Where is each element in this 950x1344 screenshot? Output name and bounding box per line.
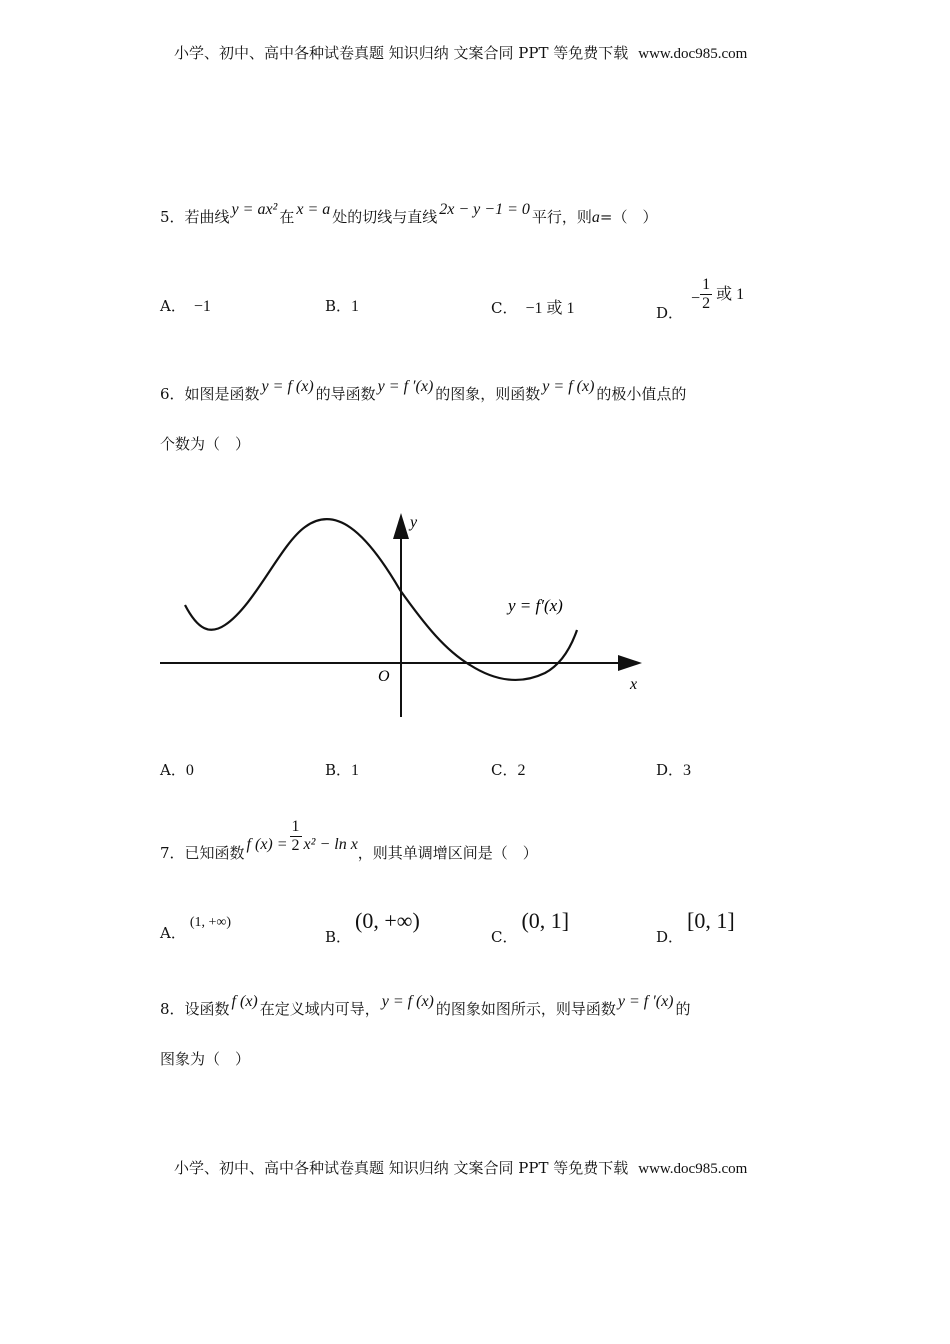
q8-mid1: 在定义域内可导， (259, 1000, 380, 1018)
q8-prefix: 8．设函数 (160, 1000, 230, 1018)
option-fraction: $\frac{1}{2}$ (702, 276, 711, 312)
q5-option-a[interactable] (160, 295, 211, 316)
q5-mid1: 在 (279, 208, 295, 226)
footer-text: 小学、初中、高中各种试卷真题 知识归纳 文案合同 PPT 等免费下载 (174, 1159, 629, 1177)
curve-label: y = f′(x) (508, 596, 563, 615)
question-6 (160, 378, 687, 404)
q5-end: =（ ） (599, 208, 658, 226)
q6-option-d[interactable] (656, 759, 691, 780)
q7-fraction: $\frac{1}{2}$ (291, 818, 300, 854)
option-label: C． (491, 928, 518, 946)
option-tail: 或 1 (716, 285, 745, 303)
y-axis-label: y (410, 514, 418, 531)
option-value: 1 (351, 298, 360, 315)
option-label: B． (325, 761, 352, 779)
q6-prefix: 6．如图是函数 (160, 385, 260, 403)
q7-suffix: ，则其单调增区间是（ ） (357, 843, 538, 862)
q8-mid2: 的图象如图所示，则导函数 (435, 1000, 616, 1018)
option-sign: − (691, 289, 701, 307)
q8-expr3: y = f ′(x) (617, 993, 674, 1010)
option-label: A． (160, 924, 186, 942)
option-value: −1 (193, 298, 211, 315)
page-header (174, 42, 747, 63)
option-label: A． (160, 761, 186, 779)
q8-expr1: f (x) (231, 993, 258, 1010)
q7-option-c[interactable] (491, 908, 570, 946)
page-footer (174, 1157, 747, 1178)
derivative-graph (150, 505, 650, 725)
option-value: (0, +∞) (355, 908, 420, 933)
q5-line-expr: 2x − y −1 = 0 (439, 201, 530, 218)
question-7 (160, 818, 538, 862)
x-axis-label: x (630, 676, 638, 693)
option-label: D． (656, 928, 684, 946)
q5-option-b[interactable] (325, 295, 359, 316)
option-value: 2 (517, 762, 526, 779)
option-value: [0, 1] (687, 908, 735, 933)
q6-expr2: y = f ′(x) (377, 378, 434, 395)
question-5 (160, 201, 658, 227)
header-url[interactable]: www.doc985.com (638, 46, 748, 62)
q5-mid2: 处的切线与直线 (332, 208, 438, 226)
q8-line2: 图象为（ ） (160, 1050, 251, 1068)
q6-option-c[interactable] (491, 759, 525, 780)
footer-url[interactable]: www.doc985.com (638, 1161, 748, 1177)
option-label: D． (656, 761, 684, 779)
q6-suffix: 的极小值点的 (596, 385, 687, 403)
q5-point-expr: x = a (296, 201, 331, 218)
q6-mid1: 的导函数 (315, 385, 376, 403)
q6-option-b[interactable] (325, 759, 359, 780)
q7-prefix: 7．已知函数 (160, 843, 245, 862)
option-value: (1, +∞) (189, 915, 232, 930)
q7-option-b[interactable] (325, 908, 420, 946)
q7-expr-rhs: x² − ln x (303, 835, 358, 853)
option-label: C． (491, 299, 518, 317)
option-label: A． (160, 297, 186, 315)
x-axis-arrow (618, 655, 642, 671)
question-8 (160, 993, 691, 1019)
q7-expr-lhs: f (x) = (246, 835, 288, 853)
q6-expr3: y = f (x) (542, 378, 595, 395)
option-label: C． (491, 761, 518, 779)
q7-option-d[interactable] (656, 908, 735, 946)
q8-suffix: 的 (675, 1000, 691, 1018)
option-value: −1 或 1 (525, 300, 575, 317)
q6-expr1: y = f (x) (261, 378, 314, 395)
q8-expr2: y = f (x) (381, 993, 434, 1010)
origin-label: O (378, 668, 390, 685)
y-axis-arrow (393, 513, 409, 539)
q6-line2: 个数为（ ） (160, 435, 251, 453)
option-label: B． (325, 928, 352, 946)
option-value: (0, 1] (521, 908, 570, 933)
q5-curve-expr: y = ax² (231, 201, 278, 218)
q5-suffix: 平行，则 (531, 208, 592, 226)
q5-option-c[interactable] (491, 295, 575, 318)
q6-mid2: 的图象，则函数 (435, 385, 541, 403)
q5-option-d[interactable] (656, 268, 745, 322)
option-label: D． (656, 303, 684, 322)
header-text: 小学、初中、高中各种试卷真题 知识归纳 文案合同 PPT 等免费下载 (174, 44, 629, 62)
option-label: B． (325, 297, 352, 315)
q6-option-a[interactable] (160, 759, 194, 780)
option-value: 1 (351, 762, 360, 779)
option-value: 3 (683, 762, 692, 779)
option-value: 0 (185, 762, 194, 779)
q7-option-a[interactable] (160, 910, 232, 942)
q5-prefix: 5．若曲线 (160, 208, 230, 226)
q5-var: a (591, 209, 600, 226)
